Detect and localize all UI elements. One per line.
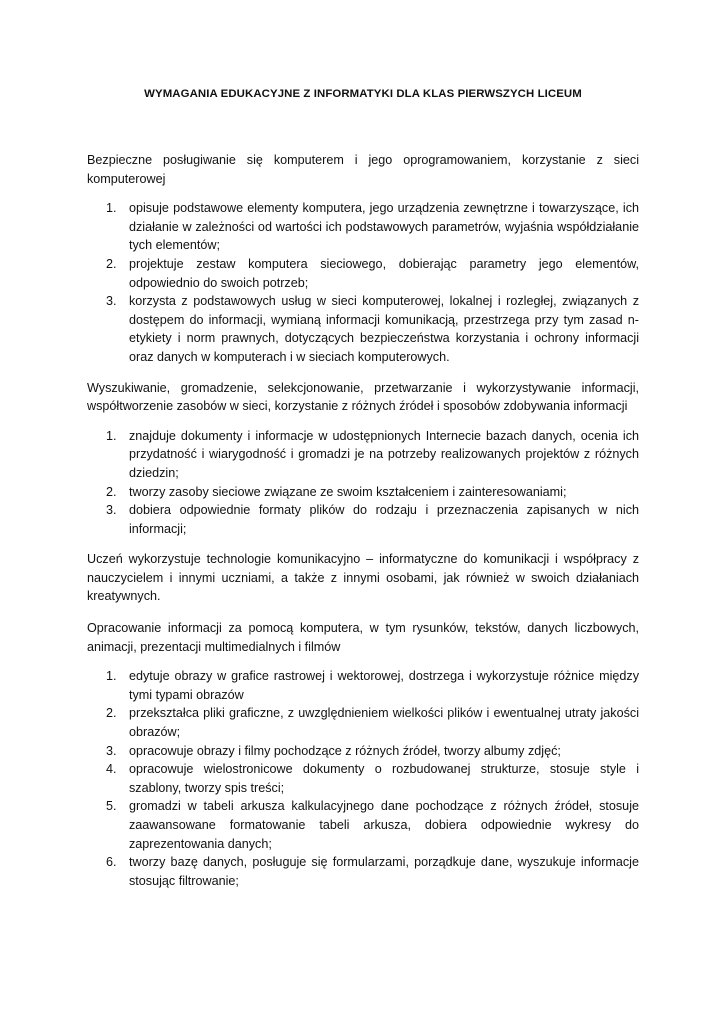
list-item-number: 1.: [106, 201, 117, 216]
list-item-text: opracowuje obrazy i filmy pochodzące z różnych źródeł, tworzy albumy zdjęć;: [129, 743, 561, 758]
list-item: [87, 199, 639, 255]
list-item-number: 2.: [106, 484, 117, 499]
list-item: [87, 427, 639, 483]
section-heading-information-processing: Opracowanie informacji za pomocą komputera, w tym rysunków, tekstów, danych liczbowych, animacji, prezentacji multimedialnych i filmów: [87, 621, 639, 654]
list-computer-use: [87, 199, 639, 366]
list-item-text: dobiera odpowiednie formaty plików do rodzaju i przeznaczenia zapisanych w nich informacji;: [129, 503, 639, 536]
list-item-text: gromadzi w tabeli arkusza kalkulacyjnego dane pochodzące z różnych źródeł, stosuje zaawansowane formatowanie tabeli arkusza, dobiera odpowiednie wykresy do zaprezentowania danych;: [129, 799, 639, 851]
list-item: [87, 501, 639, 538]
section-heading-computer-use: Bezpieczne posługiwanie się komputerem i jego oprogramowaniem, korzystanie z sieci komputerowej: [87, 153, 639, 186]
list-item-text: projektuje zestaw komputera sieciowego, dobierając parametry jego elementów, odpowiednio do swoich potrzeb;: [129, 256, 639, 290]
list-item: [87, 704, 639, 741]
section-paragraph-communication: Uczeń wykorzystuje technologie komunikacyjno – informatyczne do komunikacji i współpracy z nauczycielem i innymi uczniami, a także z innymi osobami, jak również w swoich działaniach kreatywnych.: [87, 552, 639, 604]
list-item-number: 1.: [106, 428, 117, 443]
list-item-number: 6.: [106, 855, 117, 870]
list-item: [87, 853, 639, 890]
list-item-number: 3.: [106, 503, 117, 518]
list-item-text: znajduje dokumenty i informacje w udostępnionych Internecie bazach danych, ocenia ich przydatność i wiarygodność i gromadzi je na potrzeby realizowanych projektów z różnych dziedzin;: [129, 428, 639, 480]
list-item-number: 5.: [106, 799, 117, 814]
list-item-text: tworzy zasoby sieciowe związane ze swoim kształceniem i zainteresowaniami;: [129, 484, 567, 499]
list-information-processing: [87, 667, 639, 890]
list-item-number: 3.: [106, 743, 117, 758]
list-information-search: [87, 427, 639, 539]
list-item-number: 2.: [106, 706, 117, 721]
list-item: [87, 760, 639, 797]
list-item-text: przekształca pliki graficzne, z uwzględnieniem wielkości plików i ewentualnej utraty jakości obrazów;: [129, 706, 639, 740]
list-item-number: 3.: [106, 294, 117, 309]
document-title: WYMAGANIA EDUKACYJNE Z INFORMATYKI DLA KLAS PIERWSZYCH LICEUM: [144, 88, 582, 100]
list-item-number: 4.: [106, 762, 117, 777]
list-item-text: edytuje obrazy w grafice rastrowej i wektorowej, dostrzega i wykorzystuje różnice między tymi typami obrazów: [129, 669, 639, 702]
list-item: [87, 667, 639, 704]
list-item: [87, 292, 639, 366]
list-item-number: 1.: [106, 669, 117, 684]
list-item-text: tworzy bazę danych, posługuje się formularzami, porządkuje dane, wyszukuje informacje stosując filtrowanie;: [129, 855, 639, 888]
list-item: [87, 255, 639, 292]
list-item-text: korzysta z podstawowych usług w sieci komputerowej, lokalnej i rozległej, związanych z dostępem do informacji, wymianą informacji komunikacją, przestrzega przy tym zasad n-etykiety i norm prawnych, dotyczących bezpieczeństwa korzystania i ochrony informacji oraz danych w komputerach i w sieciach komputerowych.: [129, 294, 639, 364]
list-item-number: 2.: [106, 256, 117, 271]
list-item-text: opracowuje wielostronicowe dokumenty o rozbudowanej strukturze, stosuje style i szablony, tworzy spis treści;: [129, 762, 639, 795]
list-item: [87, 483, 639, 502]
list-item: [87, 742, 639, 761]
section-heading-information-search: Wyszukiwanie, gromadzenie, selekcjonowanie, przetwarzanie i wykorzystywanie informacji, współtworzenie zasobów w sieci, korzystanie z różnych źródeł i sposobów zdobywania informacji: [87, 380, 639, 414]
list-item-text: opisuje podstawowe elementy komputera, jego urządzenia zewnętrzne i towarzyszące, ich działanie w zależności od wartości ich podstawowych parametrów, wyjaśnia współdziałanie tych elementów;: [129, 201, 639, 253]
list-item: [87, 797, 639, 853]
